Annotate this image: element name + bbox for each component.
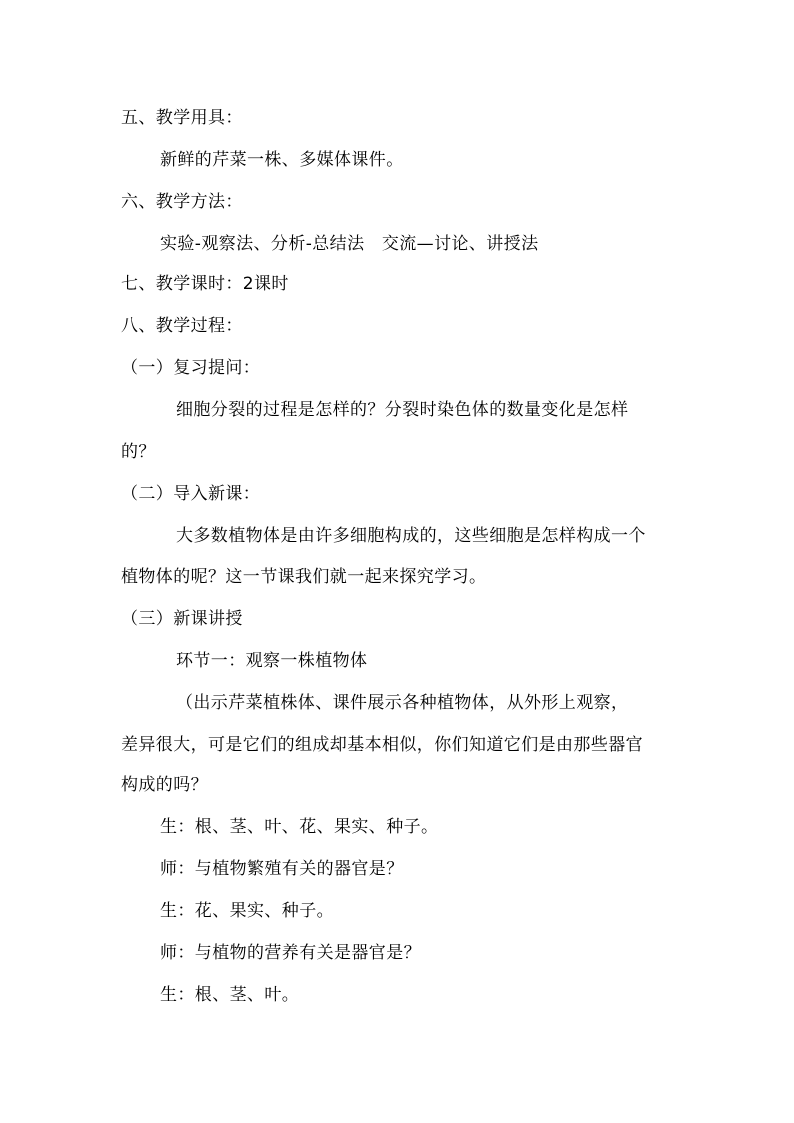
subheading-new-lesson-intro: （二）导入新课： [121, 484, 261, 504]
section-heading-teaching-methods: 六、教学方法： [121, 192, 243, 212]
paragraph-review-line-1: 细胞分裂的过程是怎样的？分裂时染色体的数量变化是怎样 [176, 400, 629, 420]
subheading-new-lesson-teaching: （三）新课讲授 [121, 609, 243, 629]
paragraph-segment-one: 环节一：观察一株植物体 [176, 651, 368, 671]
section-heading-teaching-tools: 五、教学用具： [121, 108, 243, 128]
section-heading-class-hours: 七、教学课时：2课时 [121, 274, 289, 294]
paragraph-intro-line-1: 大多数植物体是由许多细胞构成的，这些细胞是怎样构成一个 [176, 526, 646, 546]
dialogue-teacher-1: 师：与植物繁殖有关的器官是？ [160, 859, 404, 879]
dialogue-student-3: 生：根、茎、叶。 [160, 985, 300, 1005]
paragraph-observe-line-1: （出示芹菜植株体、课件展示各种植物体，从外形上观察， [176, 693, 629, 713]
subheading-review-questions: （一）复习提问： [121, 358, 261, 378]
dialogue-teacher-2: 师：与植物的营养有关是器官是？ [160, 943, 421, 963]
section-heading-teaching-process: 八、教学过程： [121, 316, 243, 336]
paragraph-review-line-2: 的？ [121, 442, 156, 462]
paragraph-observe-line-3: 构成的吗？ [121, 775, 208, 795]
dialogue-student-2: 生：花、果实、种子。 [160, 901, 334, 921]
paragraph-observe-line-2: 差异很大，可是它们的组成却基本相似，你们知道它们是由那些器官 [121, 735, 643, 755]
dialogue-student-1: 生：根、茎、叶、花、果实、种子。 [160, 817, 439, 837]
paragraph-teaching-tools: 新鲜的芹菜一株、多媒体课件。 [160, 150, 404, 170]
paragraph-teaching-methods: 实验-观察法、分析-总结法 交流—讨论、讲授法 [160, 234, 539, 254]
paragraph-intro-line-2: 植物体的呢？这一节课我们就一起来探究学习。 [121, 567, 487, 587]
